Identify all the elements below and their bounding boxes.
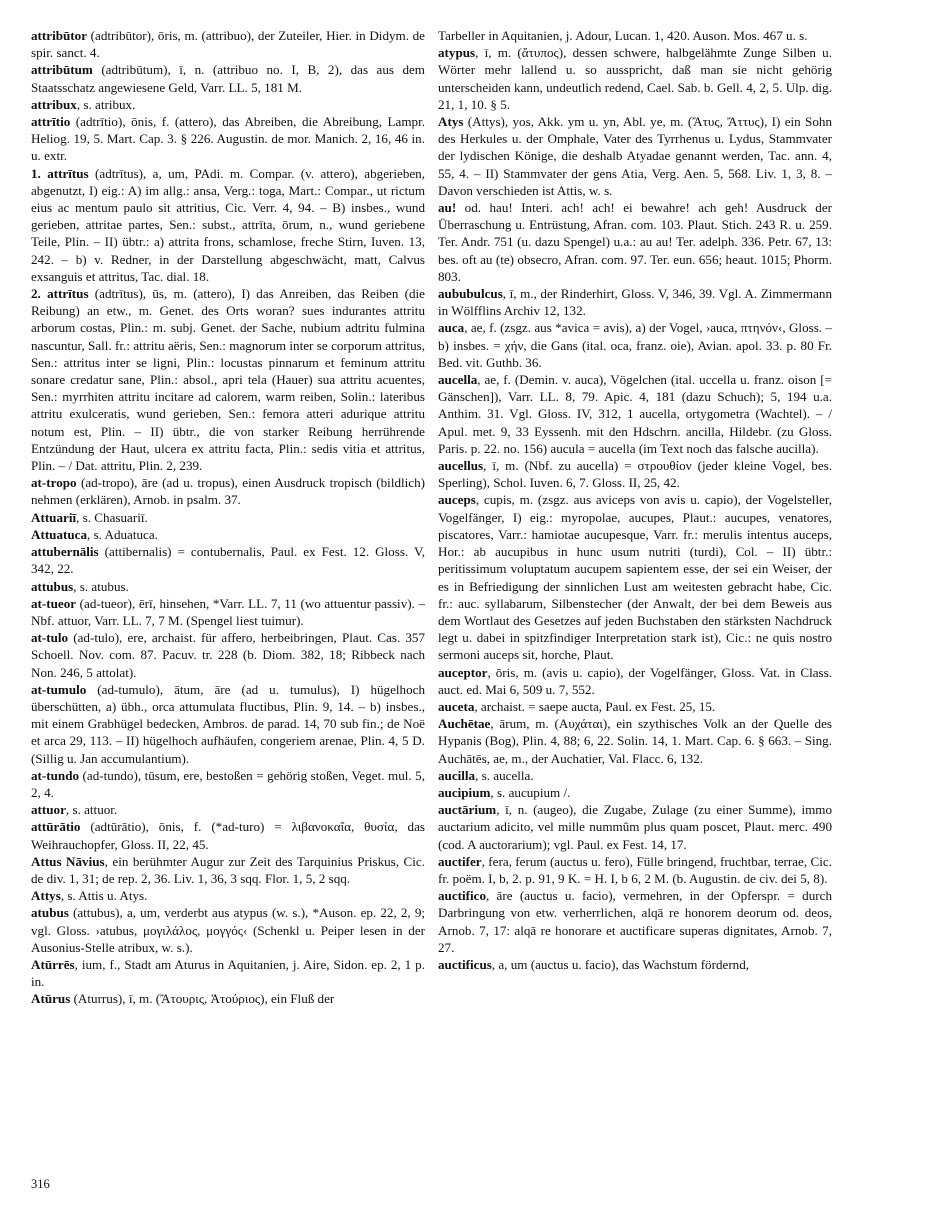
entry-headword: au! — [438, 200, 457, 216]
entry-definition: (adtrītio), ōnis, f. (attero), das Abreiben, die Abreibung, Lampr. Heliog. 19, 5. Mart. Cap. 3. § 226. Augustin. de mor. Manich. 2, 16, 46 in. u. extr. — [31, 114, 425, 164]
entry-definition: (adtūrātio), ōnis, f. (*ad-turo) = λιβανοκαΐα, θυσία, das Weihrauchopfer, Gloss. II, 22, 45. — [31, 819, 425, 852]
entry-headword: attribux — [31, 96, 77, 112]
dictionary-entry — [438, 887, 832, 956]
dictionary-entry — [438, 285, 832, 319]
entry-definition: (ad-tundo), tūsum, ere, bestoßen = gehörig stoßen, Veget. mul. 5, 2, 4. — [31, 767, 425, 800]
entry-headword: Attuatuca — [31, 526, 88, 542]
entry-definition: , āre (auctus u. facio), vermehren, in der Opferspr. = durch Darbringung von etw. verherrlichen, alqā re honorem deorum od. deos, Arnob. 7, 17: alqā re honorare et auctificare superas dignitates, Arnob. 7, 27. — [438, 888, 832, 955]
entry-definition: od. hau! Interi. ach! ach! ei bewahre! ach geh! Ausdruck der Überraschung u. Entrüstung, Afran. com. 103. Plaut. Stich. 243 R. u. 259. Ter. Andr. 751 (u. dazu Spengel) u.a.: au au! Ter. adelph. 336. Petr. 67, 13: bes. oft au (te) obsecro, Afran. com. 97. Ter. eun. 656; heaut. 1015; Phorm. 803. — [438, 200, 832, 284]
entry-definition: , a, um (auctus u. facio), das Wachstum fördernd, — [491, 956, 750, 972]
dictionary-entry — [31, 595, 425, 629]
entry-definition: (ad-tropo), āre (ad u. tropus), einen Ausdruck tropisch (bildlich) nehmen (erklären), Arnob. in psalm. 37. — [31, 475, 425, 508]
dictionary-entry — [31, 853, 425, 887]
entry-headword: attubus — [31, 578, 74, 594]
dictionary-entry — [31, 96, 425, 113]
dictionary-entry — [31, 526, 425, 543]
dictionary-entry — [31, 113, 425, 165]
entry-definition: , ī, m. (Nbf. zu aucella) = στρουθίον (jeder kleine Vogel, bes. Sperling), Schol. Iuven. 6, 7. Gloss. II, 25, 42. — [438, 458, 832, 491]
entry-headword: aucilla — [438, 767, 476, 783]
dictionary-entry — [438, 371, 832, 457]
entry-definition: , fera, ferum (auctus u. fero), Fülle bringend, fruchtbar, terrae, Cic. fr. poëm. I, b, 2. p. 91, 9 K. = H. I, b 6, 2 M. (b. Augustin. de civ. dei 5, 8). — [438, 853, 832, 886]
entry-headword: at-tulo — [31, 630, 69, 646]
dictionary-entry — [31, 801, 425, 818]
entry-definition: (attubus), a, um, verderbt aus atypus (w. s.), *Auson. ep. 22, 2, 9; vgl. Gloss. ›atubus, μογιλάλος, μογγός‹ (Schenkl u. Peiper lesen in der Ausonius-Stelle atribux, w. s.). — [31, 905, 425, 955]
entry-headword: Atūrus — [31, 991, 71, 1007]
entry-headword: attrītio — [31, 114, 71, 130]
dictionary-entry — [438, 853, 832, 887]
entry-headword: attūrātio — [31, 819, 81, 835]
dictionary-entry — [438, 44, 832, 113]
entry-definition: , s. Aduatuca. — [87, 526, 158, 542]
right-column — [438, 27, 832, 973]
entry-definition: , s. attuor. — [65, 802, 118, 818]
entry-headword: at-tropo — [31, 475, 77, 491]
entry-headword: auceps — [438, 492, 476, 508]
dictionary-entry — [31, 990, 425, 1007]
dictionary-entry — [438, 491, 832, 663]
dictionary-entry — [31, 61, 425, 95]
entry-headword: attubernālis — [31, 544, 99, 560]
dictionary-entry — [31, 165, 425, 285]
entry-headword: at-tueor — [31, 595, 77, 611]
dictionary-entry — [31, 767, 425, 801]
entry-headword: attribūtor — [31, 28, 88, 43]
entry-headword: Attys — [31, 888, 61, 904]
entry-headword: Auchētae — [438, 716, 491, 732]
dictionary-entry — [31, 543, 425, 577]
entry-definition: (Aturrus), ī, m. (Ἄτουρις, Ἀτούριος), ein Fluß der — [70, 991, 335, 1007]
entry-headword: Attus Nāvius — [31, 853, 105, 869]
entry-definition: , cupis, m. (zsgz. aus aviceps von avis u. capio), der Vogelsteller, Vogelfänger, I) eig.: myropolae, aucupes, Plaut.: aucupes, venatores, piscatores, Varr.: hamiotae aucupesque, Varr. fr.: merulis intentus auceps, Hor.: ab aucupibus in hunc usum nutriti (turdi), Col. – II) übtr.: peritissimum voluptatum aucupem sapientem esse, der sei ein Weiser, der es in Befriedigung der sinnlichen Lust am weitesten gebracht habe, Cic. fr.: auc. syllabarum, Silbenstecher (der Anwalt, der bei dem Beweis aus dem Wortlaut des Gesetzes auf jeden Buchstaben den stärksten Nachdruck legt u. dabei in spitzfindiger Interpretation stark ist), Cic.: ne quis nostro sermoni auceps sit, horche, Plaut. — [438, 492, 832, 663]
entry-definition: , ārum, m. (Αυχάται), ein szythisches Volk an der Quelle des Hypanis (Bog), Plin. 4, 88; 6, 22. Solin. 14, 1. Mart. Cap. 6. § 663. – Sing. Auchātēs, ae, m., der Auchatier, Val. Flacc. 6, 132. — [438, 716, 832, 766]
entry-headword: auceptor — [438, 664, 488, 680]
entry-definition: , ōris, m. (avis u. capio), der Vogelfänger, Gloss. Vat. in Class. auct. ed. Mai 6, 509 u. 7, 552. — [438, 664, 832, 697]
entry-headword: auctifico — [438, 888, 486, 904]
dictionary-entry — [31, 681, 425, 767]
entry-definition: , s. aucupium /. — [490, 784, 571, 800]
dictionary-entry — [438, 767, 832, 784]
entry-definition: , s. aucella. — [475, 767, 534, 783]
entry-definition: , s. Chasuariī. — [76, 509, 148, 525]
entry-definition: , s. Attis u. Atys. — [60, 888, 148, 904]
dictionary-entry — [438, 113, 832, 199]
entry-headword: auctificus — [438, 956, 492, 972]
dictionary-entry — [31, 474, 425, 508]
entry-headword: atypus — [438, 45, 476, 61]
entry-definition: Tarbeller in Aquitanien, j. Adour, Lucan. 1, 420. Auson. Mos. 467 u. s. — [438, 28, 808, 43]
dictionary-entry — [438, 199, 832, 285]
dictionary-entry — [31, 904, 425, 956]
entry-headword: 1. attrītus — [31, 165, 89, 181]
entry-definition: , ae, f. (zsgz. aus *avica = avis), a) der Vogel, ›auca, πτηνόν‹, Gloss. – b) insbes. = χήν, die Gans (ital. oca, franz. oie), Avian. apol. 33. p. 80 Fr. Bed. vit. Guthb. 36. — [438, 320, 832, 370]
dictionary-entry — [438, 27, 832, 44]
entry-definition: , ium, f., Stadt am Aturus in Aquitanien, j. Aire, Sidon. ep. 2, 1 p. in. — [31, 956, 425, 990]
entry-headword: attribūtum — [31, 62, 93, 78]
entry-definition: (attibernalis) = contubernalis, Paul. ex Fest. 12. Gloss. V, 342, 22. — [31, 544, 425, 577]
entry-headword: Atūrrēs — [31, 956, 75, 972]
entry-definition: (adtribūtor), ōris, m. (attribuo), der Zuteiler, Hier. in Didym. de spir. sanct. 4. — [31, 28, 425, 61]
dictionary-entry — [31, 285, 425, 474]
entry-definition: , ī, n. (augeo), die Zugabe, Zulage (zu einer Summe), immo auctarium adicito, vel mille nummûm plus quam poscet, Plaut. merc. 490 (cod. A auctorarium); vgl. Paul. ex Fest. 14, 17. — [438, 802, 832, 852]
dictionary-entry — [438, 956, 832, 973]
dictionary-entry — [31, 27, 425, 61]
dictionary-entry — [438, 319, 832, 371]
entry-definition: (adtrītus), ūs, m. (attero), I) das Anreiben, das Reiben (die Reibung) an etw., m. Genet. des Orts woran? sues indurantes attritu arborum costas, Plin.: m. subj. Genet. der Sache, nubium adtritu fulmina nascuntur, Sall. fr.: attritu aëris, Sen.: magnorum inter se corporum attritus, Sen.: attritus inter se ligni, Plin.: locustas pinnarum et feminum attritu sonare credatur sane, Plin.: absol., apri tela (Hauer) sua attritu acuentes, Sen.: myrrhiten attritu incitare ad calorem, warm reiben, Solin.: lateribus attritu exulceratis, wund gerieben, Sen.: femora atteri adurique attritu notum est, Plin. – II) übtr., die von starker Reibung herrührende Entzündung der Haut, ulcera ex attritu facta, Plin.: sedis vitia et attritus, Plin. – / Dat. attritu, Plin. 2, 239. — [31, 286, 425, 474]
dictionary-entry — [438, 801, 832, 853]
entry-definition: , ein berühmter Augur zur Zeit des Tarquinius Priskus, Cic. de div. 1, 31; de rep. 2, 36. Liv. 1, 36, 3 sqq. Flor. 1, 5, 2 sqq. — [31, 853, 425, 886]
entry-headword: attuor — [31, 802, 66, 818]
dictionary-entry — [438, 698, 832, 715]
entry-headword: at-tundo — [31, 767, 80, 783]
left-column — [31, 27, 425, 1008]
dictionary-entry — [31, 629, 425, 681]
entry-definition: (ad-tulo), ere, archaist. für affero, herbeibringen, Plaut. Cas. 357 Schoell. Nov. com. 87. Pacuv. tr. 228 (b. Diom. 382, 18; Ribbeck nach Non. 246, 5 attolat). — [31, 630, 425, 680]
dictionary-entry — [31, 578, 425, 595]
entry-headword: Attuariī — [31, 509, 77, 525]
page-number: 316 — [31, 1177, 50, 1191]
dictionary-entry — [31, 509, 425, 526]
entry-definition: , ae, f. (Demin. v. auca), Vögelchen (ital. uccella u. franz. oison [= Gänschen]), Varr. LL. 8, 79. Apic. 4, 181 (dazu Schuch); 5, 194 u.a. Anthim. 31. Vgl. Gloss. IV, 312, 1 aucella, ortygometra (Wachtel). – / Apul. met. 9, 33 Eyssenh. mit den Hdschrn. ancilla, Hildebr. (zu Gloss. Paris. p. 22. no. 156) aucula = aucella (im Text noch das falsche aucilla). — [438, 372, 832, 456]
dictionary-entry — [438, 784, 832, 801]
entry-headword: aucella — [438, 372, 478, 388]
entry-headword: auctifer — [438, 853, 482, 869]
entry-definition: (ad-tueor), ērī, hinsehen, *Varr. LL. 7, 11 (wo attuentur passiv). – Nbf. attuor, Varr. LL. 7, 7 M. (Spengel liest tuimur). — [31, 595, 425, 628]
entry-definition: (Attys), yos, Akk. ym u. yn, Abl. ye, m. (Ἄτυς, Ἄττυς), I) ein Sohn des Herkules u. der Omphale, Vater des Tyrrhenus u. Lydus, Stammvater der lydischen Könige, die deshalb Atyadae genannt werden, Tac. ann. 4, 55, 4. – II) Stammvater der gens Atia, Verg. Aen. 5, 568. Liv. 1, 3, 8. – Davon verschieden ist Attis, w. s. — [438, 114, 832, 198]
entry-headword: at-tumulo — [31, 681, 87, 697]
entry-definition: , s. atribux. — [76, 96, 136, 112]
entry-definition: , ī, m., der Rinderhirt, Gloss. V, 346, 39. Vgl. A. Zimmermann in Wölfflins Archiv 12, 132. — [438, 286, 832, 319]
entry-definition: , ī, m. (ἄτυπος), dessen schwere, halbgelähmte Zunge Silben u. Wörter mehr lallend u. so ausspricht, daß man sie nicht gehörig unterscheiden kann, undeutlich redend, Cael. Sab. b. Gell. 4, 2, 5. Ulp. dig. 21, 1, 10. § 5. — [438, 45, 832, 112]
entry-definition: (adtribūtum), ī, n. (attribuo no. I, B, 2), das aus dem Staatsschatz angewiesene Geld, Varr. LL. 5, 181 M. — [31, 62, 425, 95]
entry-definition: (ad-tumulo), ātum, āre (ad u. tumulus), I) hügelhoch überschütten, a) übh., orca attumulata fluctibus, Plin. 9, 14. – b) insbes., mit einem Grabhügel bedecken, Ambros. de parad. 14, 70 sub fin.; de Noë et arca 29, 113. – II) hügelhoch aufhäufen, congeriem arenae, Plin. 4, 5 D. (Sillig u. Jan accumulantium). — [31, 681, 425, 766]
dictionary-entry — [31, 887, 425, 904]
dictionary-entry — [31, 818, 425, 852]
dictionary-entry — [438, 664, 832, 698]
dictionary-entry — [31, 956, 425, 990]
entry-headword: auceta — [438, 698, 475, 714]
entry-headword: aucipium — [438, 784, 491, 800]
entry-headword: auctārium — [438, 802, 497, 818]
entry-definition: (adtrītus), a, um, PAdi. m. Compar. (v. attero), abgerieben, abgenutzt, I) eig.: A) im allg.: ansa, Verg.: toga, Mart.: Compar., ut rictum eius ac mentum paulo sit attritius, Cic. Verr. 4, 94. – B) insbes., wund gerieben, attritae partes, Sen.: subst., attrīta, ōrum, n., wund geriebene Teile, Plin. – II) übtr.: a) attrita frons, schamlose, freche Stirn, Iuven. 13, 242. – b) v. Redner, in der Darstellung abgeschwächt, matt, Calvus exsanguis et attritus, Tac. dial. 18. — [31, 165, 425, 284]
entry-headword: aububulcus — [438, 286, 503, 302]
entry-headword: auca — [438, 320, 465, 336]
dictionary-entry — [438, 457, 832, 491]
entry-definition: , s. atubus. — [73, 578, 129, 594]
entry-headword: Atys — [438, 114, 464, 130]
entry-headword: atubus — [31, 905, 69, 921]
entry-headword: aucellus — [438, 458, 484, 474]
entry-definition: , archaist. = saepe aucta, Paul. ex Fest. 25, 15. — [474, 698, 716, 714]
entry-headword: 2. attrītus — [31, 286, 89, 302]
dictionary-entry — [438, 715, 832, 767]
